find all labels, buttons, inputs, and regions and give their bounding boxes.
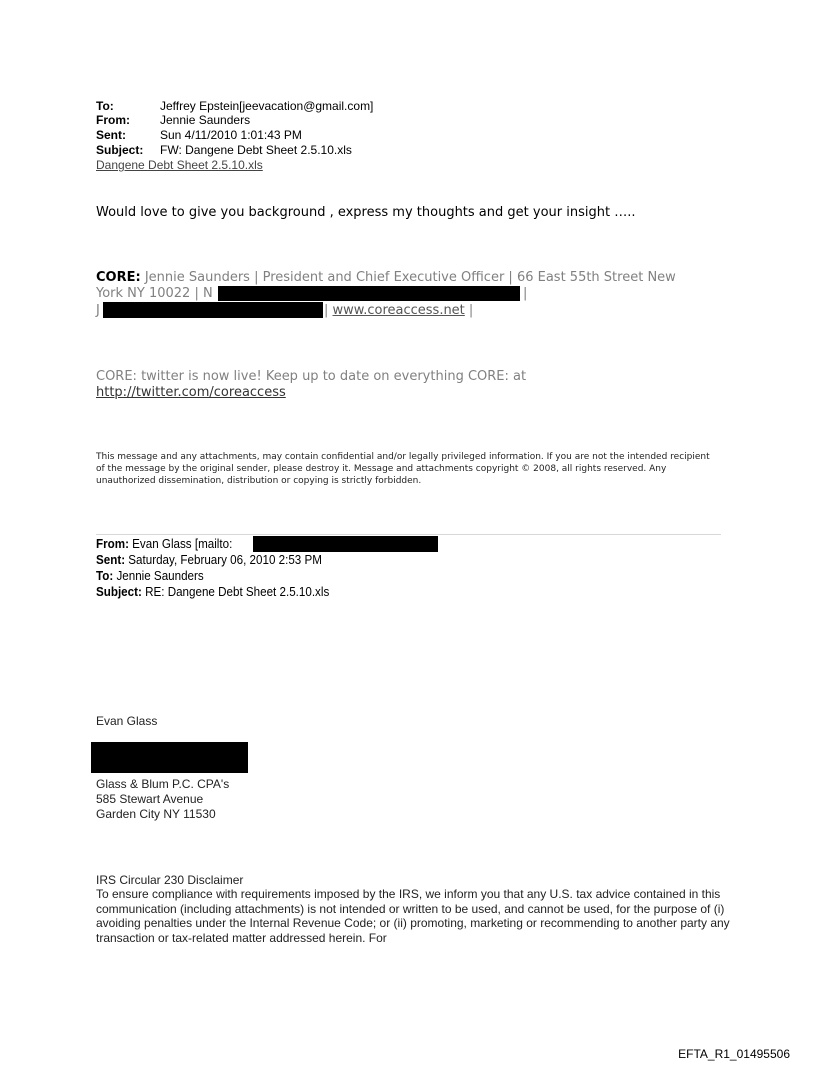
subject-label: Subject: [96,143,144,157]
irs-text: To ensure compliance with requirements imposed by the IRS, we inform you that any U.S. tax advice contained in this communication (including attachments) is not intended or written to be used, and cannot be used, for the purpose of (i) avoiding penalties under the Internal Revenue Code; or (ii) promoting, marketing or recommending to another party any transaction or tax-related matter addressed herein. For [96,887,730,945]
fwd-from-value: Evan Glass [mailto: [128,537,233,551]
sender-name: Evan Glass [96,714,158,728]
signature-line-1-text: Jennie Saunders | President and Chief Executive Officer | 66 East 55th Street New [140,270,676,285]
document-id: EFTA_R1_01495506 [678,1047,790,1061]
sent-label: Sent: [96,128,126,142]
header-to [96,99,373,113]
fwd-to-value: Jennie Saunders [113,569,204,583]
website-link[interactable]: www.coreaccess.net [332,303,465,318]
to-label: To: [96,99,114,113]
fwd-sent [96,552,322,568]
signature-line-2-text: York NY 10022 | N [96,286,213,301]
from-value: Jennie Saunders [160,113,251,127]
fwd-sent-label: Sent: [96,553,126,567]
fwd-to [96,568,204,584]
from-label: From: [96,113,130,127]
twitter-text: CORE: twitter is now live! Keep up to date on everything CORE: at [96,369,527,384]
signature-line-2-tail: | [523,286,528,301]
fwd-subject [96,584,329,600]
message-body: Would love to give you background , express my thoughts and get your insight ….. [96,205,636,220]
signature-line-3-prefix: J [96,303,100,318]
fwd-from-label: From: [96,537,129,551]
sender-street: 585 Stewart Avenue [96,792,204,806]
sender-city: Garden City NY 11530 [96,807,216,821]
to-value: Jeffrey Epstein[jeevacation@gmail.com] [160,99,374,113]
sender-firm: Glass & Blum P.C. CPA's [96,777,230,791]
signature-line-2 [96,286,213,302]
header-subject [96,143,352,157]
irs-title: IRS Circular 230 Disclaimer [96,873,244,887]
signature-line-3-rest [324,303,473,319]
fwd-subject-value: RE: Dangene Debt Sheet 2.5.10.xls [141,585,330,599]
signature-line-3 [96,303,100,319]
subject-value: FW: Dangene Debt Sheet 2.5.10.xls [160,143,352,157]
signature-line-3-tail: | [464,303,474,318]
header-from [96,113,250,127]
attachment-link[interactable]: Dangene Debt Sheet 2.5.10.xls [96,158,263,172]
redaction-block [91,742,248,773]
confidential-notice: This message and any attachments, may contain confidential and/or legally privileged information. If you are not the intended recipient of the message by the original sender, please destroy it. Message and attachments copyright © 2008, all rights reserved. Any unauthorized dissemination, distribution or copying is strictly forbidden. [96,452,710,486]
redaction-block [218,286,520,301]
sent-value: Sun 4/11/2010 1:01:43 PM [160,128,302,142]
signature-line-1 [96,270,676,286]
fwd-subject-label: Subject: [96,585,142,599]
divider [96,534,721,535]
redaction-block [103,302,323,318]
redaction-block [253,536,438,552]
twitter-link[interactable]: http://twitter.com/coreaccess [96,385,286,400]
signature-separator: | [324,303,333,318]
fwd-from [96,536,232,552]
fwd-sent-value: Saturday, February 06, 2010 2:53 PM [125,553,322,567]
fwd-to-label: To: [96,569,114,583]
core-label: CORE: [96,270,141,285]
header-sent [96,128,302,142]
